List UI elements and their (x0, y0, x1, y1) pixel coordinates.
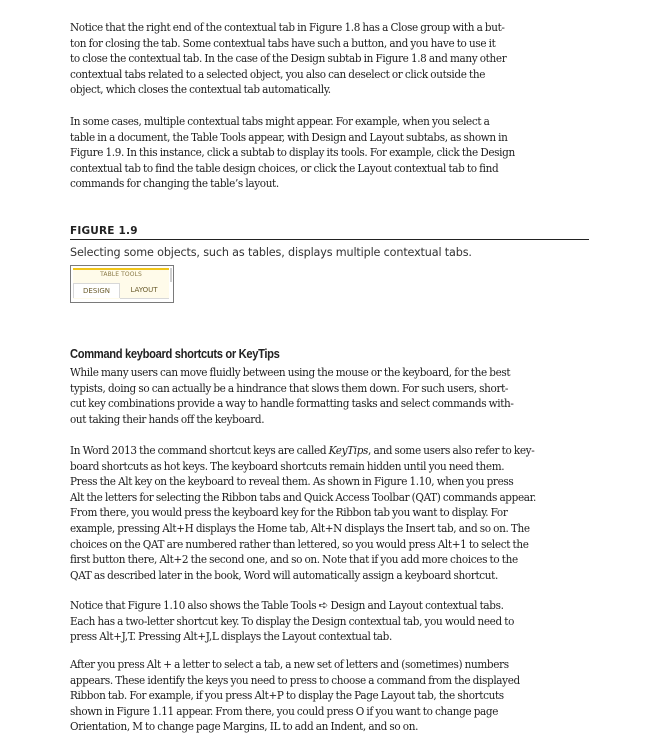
table-tools-screenshot (70, 265, 174, 303)
text-line: press Alt+J,T. Pressing Alt+J,L displays the Layout contextual tab. (70, 629, 392, 644)
text-line: Notice that the right end of the contextual tab in Figure 1.8 has a Close group with a but- (70, 20, 505, 34)
text-line: shown in Figure 1.11 appear. From there, you could press O if you want to change page (70, 703, 499, 718)
paragraph-after-alt (70, 657, 520, 735)
text-run: In Word 2013 the command shortcut keys are called (70, 443, 329, 457)
text-line: contextual tab to find the table design choices, or click the Layout contextual tab to find (70, 160, 499, 175)
text-line: choices on the QAT are numbered rather than lettered, so you would press Alt+1 to select the (70, 536, 529, 551)
text-line: Orientation, M to change page Margins, IL to add an Indent, and so on. (70, 719, 419, 734)
text-line: out taking their hands off the keyboard. (70, 411, 265, 426)
text-line: Each has a two-letter shortcut key. To display the Design contextual tab, you would need to (70, 613, 515, 628)
text-line (70, 443, 536, 459)
text-line: While many users can move fluidly between using the mouse or the keyboard, for the best (70, 365, 511, 379)
text-line: contextual tabs related to a selected object, you also can deselect or click outside the (70, 66, 486, 81)
text-line: From there, you would press the keyboard key for the Ribbon tab you want to display. For (70, 505, 508, 520)
text-line: Figure 1.9. In this instance, click a subtab to display its tools. For example, click the Design (70, 145, 515, 160)
paragraph-close-group (70, 20, 506, 98)
section-heading: Command keyboard shortcuts or KeyTips (70, 346, 280, 361)
text-line: first button there, Alt+2 the second one, and so on. Note that if you add more choices to the (70, 552, 518, 567)
text-line: commands for changing the table’s layout. (70, 176, 279, 191)
text-line: Ribbon tab. For example, if you press Alt+P to display the Page Layout tab, the shortcuts (70, 688, 504, 703)
text-line: ton for closing the tab. Some contextual tabs have such a button, and you have to use it (70, 35, 496, 50)
text-line: typists, doing so can actually be a hindrance that slows them down. For such users, short- (70, 380, 509, 395)
figure-1-9 (70, 225, 589, 303)
tab-layout[interactable]: LAYOUT (130, 286, 158, 294)
text-line: After you press Alt + a letter to select a tab, a new set of letters and (sometimes) numbers (70, 657, 509, 671)
paragraph-table-tools-shortcuts (70, 598, 514, 645)
text-line: board shortcuts as hot keys. The keyboard shortcuts remain hidden until you need them. (70, 458, 505, 473)
paragraph-keyboard-intro (70, 365, 514, 427)
paragraph-keytips (70, 443, 536, 583)
text-line: QAT as described later in the book, Word will automatically assign a keyboard shortcut. (70, 567, 498, 582)
figure-caption: Selecting some objects, such as tables, displays multiple contextual tabs. (70, 246, 472, 259)
text-line: In some cases, multiple contextual tabs might appear. For example, when you select a (70, 114, 490, 128)
text-line: to close the contextual tab. In the case of the Design subtab in Figure 1.8 and many other (70, 51, 507, 66)
text-run: , and some users also refer to key- (368, 443, 535, 457)
figure-label: FIGURE 1.9 (70, 225, 589, 240)
tab-baseline (120, 298, 169, 299)
table-tools-title: TABLE TOOLS (100, 271, 142, 278)
text-line: Notice that Figure 1.10 also shows the Table Tools ➪ Design and Layout contextual tabs. (70, 598, 504, 612)
text-line: example, pressing Alt+H displays the Home tab, Alt+N displays the Insert tab, and so on. The (70, 520, 530, 535)
text-line: appears. These identify the keys you need to press to choose a command from the displayed (70, 672, 520, 687)
tab-design[interactable]: DESIGN (73, 283, 120, 298)
contextual-accent-bar (73, 268, 169, 270)
text-line: table in a document, the Table Tools appear, with Design and Layout subtabs, as shown in (70, 129, 508, 144)
screenshot-edge-shadow (170, 268, 172, 282)
keytips-term: KeyTips (328, 443, 369, 457)
paragraph-multiple-contextual-tabs (70, 114, 515, 192)
text-line: object, which closes the contextual tab automatically. (70, 82, 331, 97)
text-line: Alt the letters for selecting the Ribbon tabs and Quick Access Toolbar (QAT) commands appear. (70, 489, 536, 504)
text-line: Press the Alt key on the keyboard to reveal them. As shown in Figure 1.10, when you press (70, 474, 514, 489)
text-line: cut key combinations provide a way to handle formatting tasks and select commands with- (70, 396, 514, 411)
